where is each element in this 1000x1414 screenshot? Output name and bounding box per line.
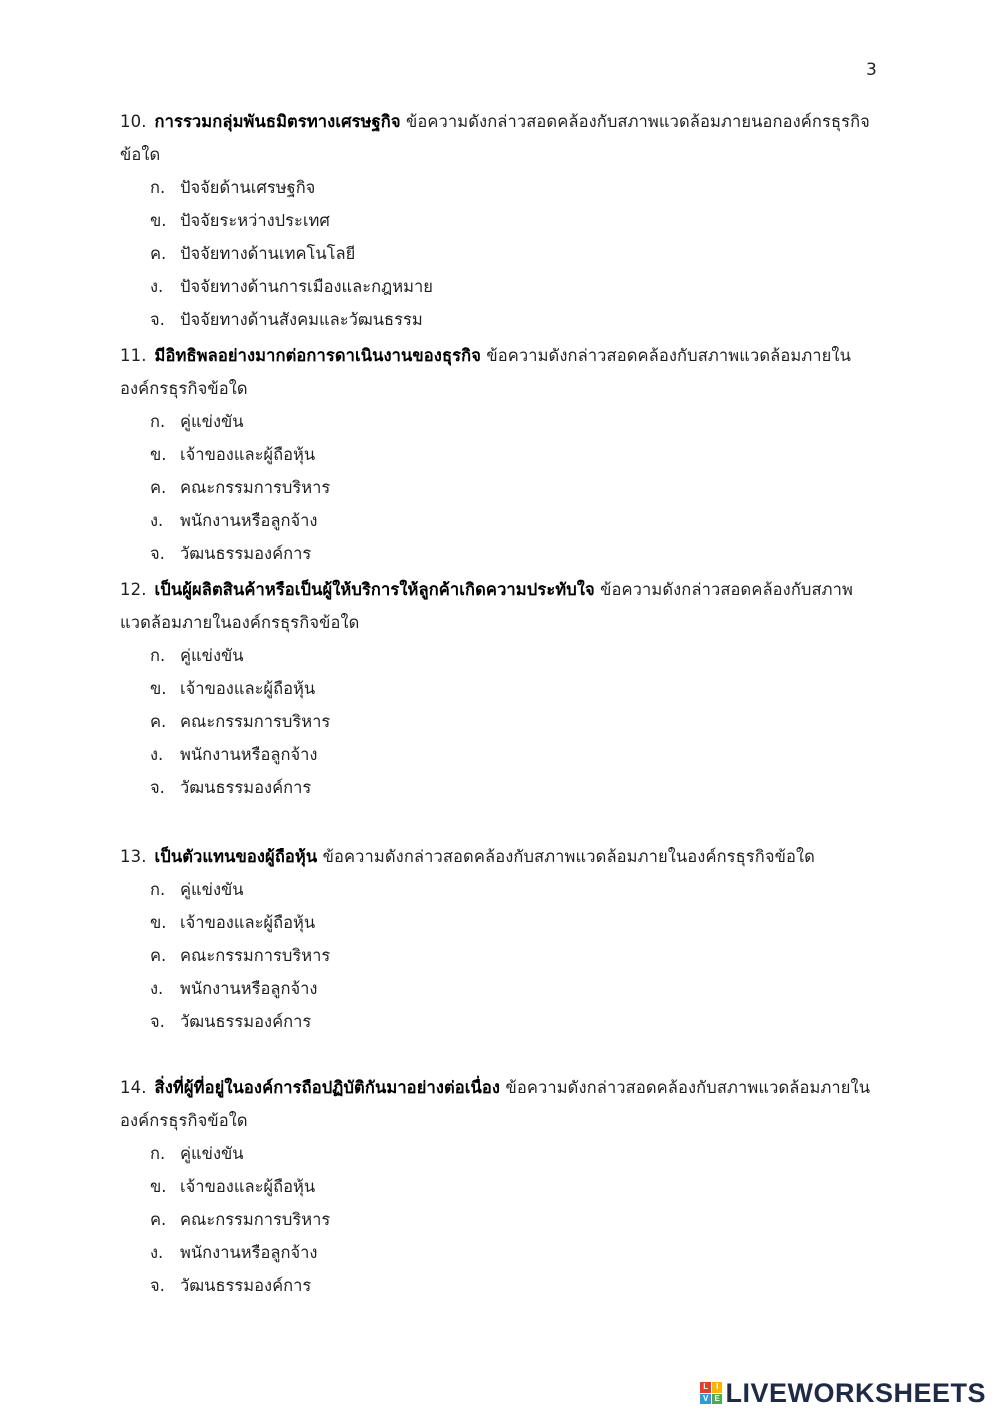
question-text: ข้อความดังกล่าวสอดคล้องกับสภาพแวดล้อมภายในองค์กรธุรกิจข้อใด (120, 580, 853, 632)
question-keyphrase: มีอิทธิพลอย่างมากต่อการดาเนินงานของธุรกิจ (154, 346, 481, 365)
option-letter: จ. (150, 544, 165, 563)
option-letter: จ. (150, 310, 165, 329)
option-item[interactable] (120, 639, 885, 672)
option-item[interactable] (120, 939, 885, 972)
option-list (120, 405, 885, 570)
option-letter: ข. (150, 679, 167, 698)
question-keyphrase: การรวมกลุ่มพันธมิตรทางเศรษฐกิจ (154, 112, 401, 131)
option-letter: ง. (150, 1243, 164, 1262)
option-text: เจ้าของและผู้ถือหุ้น (180, 445, 316, 464)
option-item[interactable] (120, 1137, 885, 1170)
question-keyphrase: สิ่งที่ผู้ที่อยู่ในองค์การถือปฏิบัติกันมาอย่างต่อเนื่อง (154, 1078, 501, 1097)
option-text: คู่แข่งขัน (180, 412, 244, 431)
liveworksheets-watermark[interactable] (700, 1376, 986, 1410)
option-letter: ก. (150, 880, 166, 899)
option-text: คณะกรรมการบริหาร (180, 1210, 331, 1229)
logo-letter-e: E (712, 1394, 723, 1405)
option-text: คู่แข่งขัน (180, 880, 244, 899)
question-keyphrase: เป็นผู้ผลิตสินค้าหรือเป็นผู้ให้บริการให้ลูกค้าเกิดความประทับใจ (154, 580, 595, 599)
option-text: คณะกรรมการบริหาร (180, 946, 331, 965)
option-text: วัฒนธรรมองค์การ (180, 544, 312, 563)
liveworksheets-logo-icon (700, 1382, 722, 1404)
option-letter: ก. (150, 646, 166, 665)
question-number: 11. (120, 346, 147, 365)
question-keyphrase: เป็นตัวแทนของผู้ถือหุ้น (154, 847, 318, 866)
question-number: 13. (120, 847, 147, 866)
option-letter: จ. (150, 1276, 165, 1295)
option-letter: ค. (150, 946, 167, 965)
liveworksheets-wordmark: LIVEWORKSHEETS (725, 1377, 986, 1408)
option-text: วัฒนธรรมองค์การ (180, 1012, 312, 1031)
option-letter: จ. (150, 1012, 165, 1031)
option-item[interactable] (120, 771, 885, 804)
option-list (120, 1137, 885, 1302)
option-item[interactable] (120, 972, 885, 1005)
option-letter: ก. (150, 412, 166, 431)
option-item[interactable] (120, 906, 885, 939)
question-10 (120, 105, 885, 336)
option-item[interactable] (120, 738, 885, 771)
option-item[interactable] (120, 237, 885, 270)
question-11 (120, 339, 885, 570)
option-text: คณะกรรมการบริหาร (180, 478, 331, 497)
option-text: พนักงานหรือลูกจ้าง (180, 745, 318, 764)
question-text: ข้อความดังกล่าวสอดคล้องกับสภาพแวดล้อมภายในองค์กรธุรกิจข้อใด (317, 847, 815, 866)
option-item[interactable] (120, 303, 885, 336)
option-text: ปัจจัยระหว่างประเทศ (180, 211, 330, 230)
option-letter: ข. (150, 913, 167, 932)
option-letter: ง. (150, 511, 164, 530)
option-item[interactable] (120, 504, 885, 537)
question-text: ข้อความดังกล่าวสอดคล้องกับสภาพแวดล้อมภายนอกองค์กรธุรกิจข้อใด (120, 112, 870, 164)
option-letter: ข. (150, 445, 167, 464)
option-text: พนักงานหรือลูกจ้าง (180, 979, 318, 998)
question-number: 12. (120, 580, 147, 599)
option-item[interactable] (120, 204, 885, 237)
option-item[interactable] (120, 1005, 885, 1038)
option-item[interactable] (120, 405, 885, 438)
option-letter: ค. (150, 1210, 167, 1229)
option-item[interactable] (120, 438, 885, 471)
option-text: พนักงานหรือลูกจ้าง (180, 1243, 318, 1262)
option-letter: ค. (150, 712, 167, 731)
option-item[interactable] (120, 270, 885, 303)
option-text: ปัจจัยด้านเศรษฐกิจ (180, 178, 316, 197)
option-text: ปัจจัยทางด้านสังคมและวัฒนธรรม (180, 310, 423, 329)
option-letter: ข. (150, 1177, 167, 1196)
option-text: เจ้าของและผู้ถือหุ้น (180, 679, 316, 698)
option-letter: ค. (150, 244, 167, 263)
question-stem (120, 840, 885, 873)
option-text: เจ้าของและผู้ถือหุ้น (180, 1177, 316, 1196)
option-text: พนักงานหรือลูกจ้าง (180, 511, 318, 530)
question-text: ข้อความดังกล่าวสอดคล้องกับสภาพแวดล้อมภายในองค์กรธุรกิจข้อใด (120, 346, 851, 398)
option-item[interactable] (120, 1203, 885, 1236)
option-item[interactable] (120, 1170, 885, 1203)
option-item[interactable] (120, 1269, 885, 1302)
logo-letter-v: V (700, 1394, 711, 1405)
option-item[interactable] (120, 873, 885, 906)
option-item[interactable] (120, 537, 885, 570)
question-stem (120, 573, 885, 639)
question-13 (120, 840, 885, 1038)
option-letter: ข. (150, 211, 167, 230)
logo-letter-l: L (700, 1382, 711, 1393)
option-text: คู่แข่งขัน (180, 646, 244, 665)
option-list (120, 171, 885, 336)
option-list (120, 873, 885, 1038)
option-item[interactable] (120, 672, 885, 705)
question-text: ข้อความดังกล่าวสอดคล้องกับสภาพแวดล้อมภายในองค์กรธุรกิจข้อใด (120, 1078, 871, 1130)
option-text: คู่แข่งขัน (180, 1144, 244, 1163)
option-item[interactable] (120, 471, 885, 504)
option-item[interactable] (120, 705, 885, 738)
question-14 (120, 1071, 885, 1302)
question-12 (120, 573, 885, 804)
option-text: ปัจจัยทางด้านการเมืองและกฎหมาย (180, 277, 433, 296)
logo-letter-i: I (712, 1382, 723, 1393)
page-number: 3 (866, 60, 877, 80)
option-letter: ง. (150, 745, 164, 764)
question-stem (120, 105, 885, 171)
option-letter: จ. (150, 778, 165, 797)
option-letter: ก. (150, 1144, 166, 1163)
option-text: วัฒนธรรมองค์การ (180, 1276, 312, 1295)
option-item[interactable] (120, 1236, 885, 1269)
option-letter: ง. (150, 277, 164, 296)
option-text: คณะกรรมการบริหาร (180, 712, 331, 731)
question-stem (120, 339, 885, 405)
option-text: วัฒนธรรมองค์การ (180, 778, 312, 797)
option-letter: ก. (150, 178, 166, 197)
option-letter: ค. (150, 478, 167, 497)
option-text: ปัจจัยทางด้านเทคโนโลยี (180, 244, 356, 263)
question-number: 14. (120, 1078, 147, 1097)
option-text: เจ้าของและผู้ถือหุ้น (180, 913, 316, 932)
question-stem (120, 1071, 885, 1137)
question-number: 10. (120, 112, 147, 131)
option-item[interactable] (120, 171, 885, 204)
option-list (120, 639, 885, 804)
option-letter: ง. (150, 979, 164, 998)
